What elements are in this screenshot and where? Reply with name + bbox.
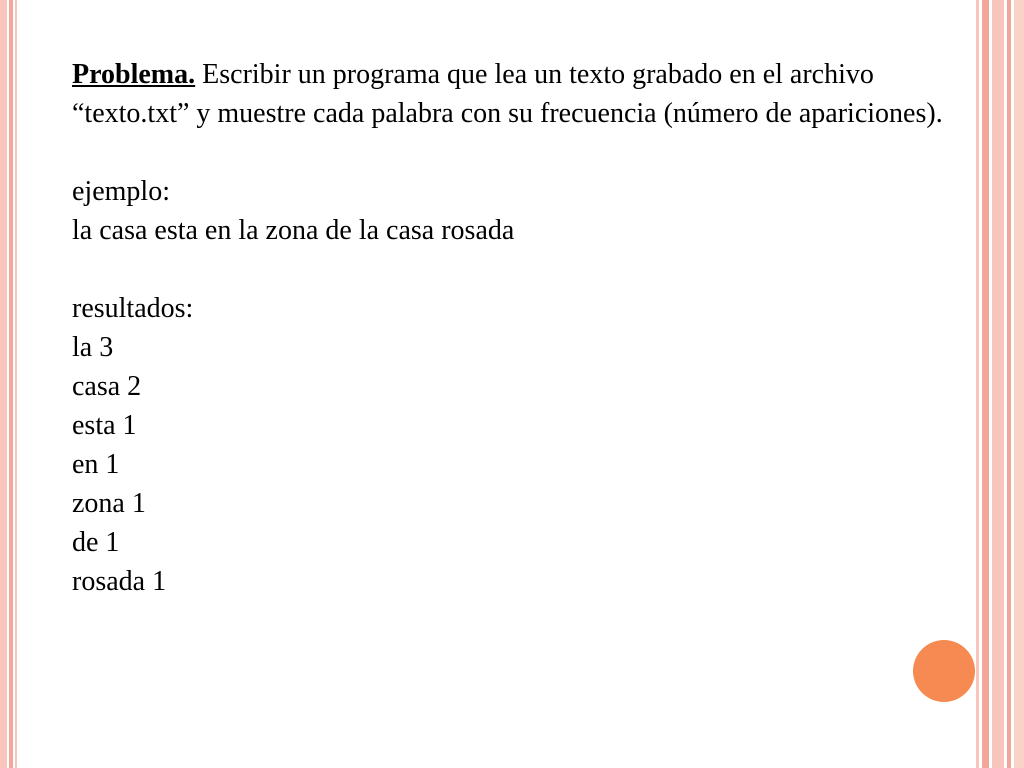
border-stripe [9,0,13,768]
result-item: zona 1 [72,488,146,519]
orange-circle-decoration [913,640,975,702]
border-stripe [982,0,989,768]
result-item: de 1 [72,527,120,558]
example-sentence: la casa esta en la zona de la casa rosada [72,215,515,246]
spacer [72,250,952,289]
spacer [72,133,952,172]
border-stripe [992,0,1004,768]
right-decorative-border [976,0,1024,768]
result-item: rosada 1 [72,566,167,597]
result-item: casa 2 [72,371,142,402]
results-heading: resultados: [72,293,194,324]
result-item: la 3 [72,332,114,363]
slide-body [72,55,952,601]
border-stripe [1007,0,1011,768]
border-stripe [1014,0,1024,768]
left-decorative-border [0,0,22,768]
border-stripe [976,0,979,768]
border-stripe [0,0,7,768]
problem-label: Problema. [72,59,196,90]
problem-text: Escribir un programa que lea un texto grabado en el archivo “texto.txt” y muestre cada palabra con su frecuencia (número de apariciones). [72,59,943,129]
problem-statement [72,55,952,133]
border-stripe [15,0,17,768]
result-item: en 1 [72,449,120,480]
example-heading: ejemplo: [72,176,170,207]
result-item: esta 1 [72,410,137,441]
